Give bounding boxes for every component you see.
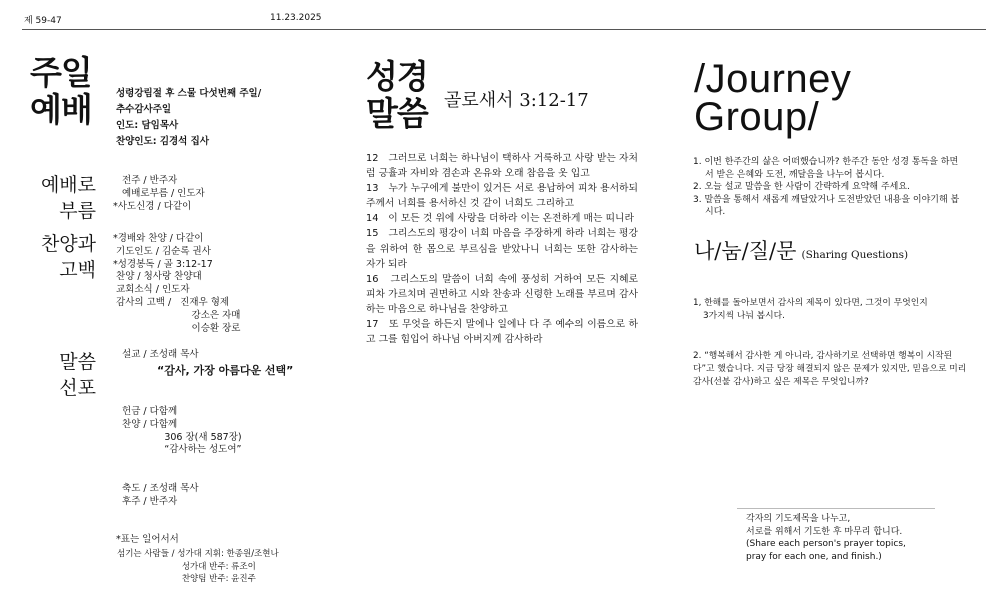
header-divider <box>22 29 986 30</box>
scripture-title-line2: 말씀 <box>366 94 428 133</box>
sharing-title: 나/눔/질/문 <box>694 239 797 263</box>
journey-title-line1: /Journey <box>694 57 852 101</box>
order-sermon: 설교 / 조성래 목사 <box>113 349 199 360</box>
closing-divider <box>737 508 935 509</box>
sharing-question-2: 2. “행복해서 감사한 게 아니라, 감사하기로 선택하면 행복이 시작된다”고 했습니다. 지금 당장 해결되지 않은 문제가 있지만, 믿음으로 미리 감사(선불 감사)하고 싶은 제목은 무엇입니까? <box>693 351 967 387</box>
info-line: 인도: 담임목사 <box>116 120 179 131</box>
info-line: 추수감사주일 <box>116 104 172 115</box>
info-line: 성령강림절 후 스물 다섯번째 주일/ <box>116 88 262 99</box>
section-title-line: 말씀 <box>59 351 96 373</box>
sharing-question-line: 1, 한해를 돌아보면서 감사의 제목이 있다면, 그것이 무엇인지 <box>693 298 928 308</box>
section-title-sermon <box>16 349 96 401</box>
journey-group-title <box>694 57 852 139</box>
closing-line: pray for each one, and finish.) <box>746 551 882 562</box>
sharing-question-line: 3가지씩 나눠 봅시다. <box>703 310 785 321</box>
question-item: 1. 이번 한주간의 삶은 어떠했습니까? 한주간 동안 성경 통독을 하면서 받은 은혜와 도전, 깨달음을 나누어 봅시다. <box>693 157 959 180</box>
order-offering: 헌금 / 다함께 찬양 / 다함께 306 장(새 587장) “감사하는 성도여” 축도 / 조성래 목사 후주 / 반주자 *표는 일어서서 <box>116 406 242 545</box>
section-title-line: 찬양과 <box>40 233 96 255</box>
worship-info <box>116 86 261 150</box>
sharing-subtitle: (Sharing Questions) <box>801 249 909 261</box>
info-line: 찬양인도: 김경석 집사 <box>116 136 210 147</box>
scripture-text <box>366 151 638 347</box>
section-title-line: 선포 <box>59 377 96 399</box>
section-title-line: 예배로 <box>40 174 96 196</box>
journey-title-line2: Group/ <box>694 95 820 139</box>
closing-line: 각자의 기도제목을 나누고, <box>746 514 851 524</box>
worship-title-line2: 예배 <box>30 90 92 129</box>
verse: 15 그리스도의 평강이 너희 마음을 주장하게 하라 너희는 평강을 위하여 한 몸으로 부르심을 받았나니 너희는 또한 감사하는 자가 되라 <box>366 228 638 270</box>
question-item: 2. 오늘 설교 말씀을 한 사람이 간략하게 요약해 주세요. <box>693 182 910 193</box>
section-title-line: 고백 <box>59 259 96 281</box>
sharing-heading <box>694 235 908 265</box>
discussion-questions <box>693 156 965 219</box>
worship-title <box>30 54 92 128</box>
bulletin-date: 11.23.2025 <box>270 13 322 23</box>
closing-line: 서로를 위해서 기도한 후 마무리 합니다. <box>746 526 903 537</box>
servants-list: 섬기는 사람들 / 성가대 지휘: 한종원/조현나 성가대 반주: 류조이 찬양팀 반주: 윤진주 <box>117 549 279 584</box>
scripture-title-line1: 성경 <box>366 57 428 96</box>
sermon-title: “감사, 가장 아름다운 선택” <box>157 364 294 377</box>
question-item: 3. 말씀을 통해서 새롭게 깨달았거나 도전받았던 내용을 이야기해 봅시다. <box>693 194 960 218</box>
verse: 12 그러므로 너희는 하나님이 택하사 거룩하고 사랑 받는 자처럼 긍휼과 자비와 겸손과 온유와 오래 참음을 옷 입고 <box>366 153 638 180</box>
section-title-call <box>16 172 96 224</box>
scripture-title <box>366 58 428 132</box>
verse: 16 그리스도의 말씀이 너희 속에 풍성히 거하여 모든 지혜로 피차 가르치며 권면하고 시와 찬송과 신령한 노래를 부르며 감사하는 마음으로 하나님을 찬양하고 <box>366 273 638 315</box>
closing-line: (Share each person's prayer topics, <box>746 539 906 549</box>
order-praise-confession: *경배와 찬양 / 다같이 기도인도 / 김순록 권사 *성경봉독 / 골 3:12-17 찬양 / 청사랑 찬양대 교회소식 / 인도자 감사의 고백 / 진재우 형제 강소은 자매 이승환 장로 <box>113 233 241 334</box>
section-title-line: 부름 <box>59 200 96 222</box>
worship-title-line1: 주일 <box>30 53 92 92</box>
verse: 14 이 모든 것 위에 사랑을 더하라 이는 온전하게 매는 띠니라 <box>366 213 634 225</box>
closing-instructions <box>746 513 946 563</box>
passage-reference: 골로새서 3:12-17 <box>444 90 589 111</box>
order-call-to-worship: 전주 / 반주자 예배로부름 / 인도자 *사도신경 / 다같이 <box>113 175 205 212</box>
issue-number: 제 59-47 <box>24 16 62 26</box>
sharing-question-1 <box>693 297 973 323</box>
verse: 17 또 무엇을 하든지 말에나 일에나 다 주 예수의 이름으로 하고 그를 힘입어 하나님 아버지께 감사하라 <box>366 319 638 346</box>
section-title-praise <box>16 231 96 283</box>
verse: 13 누가 누구에게 불만이 있거든 서로 용납하여 피차 용서하되 주께서 너희를 용서하신 것 같이 너희도 그리하고 <box>366 183 638 210</box>
